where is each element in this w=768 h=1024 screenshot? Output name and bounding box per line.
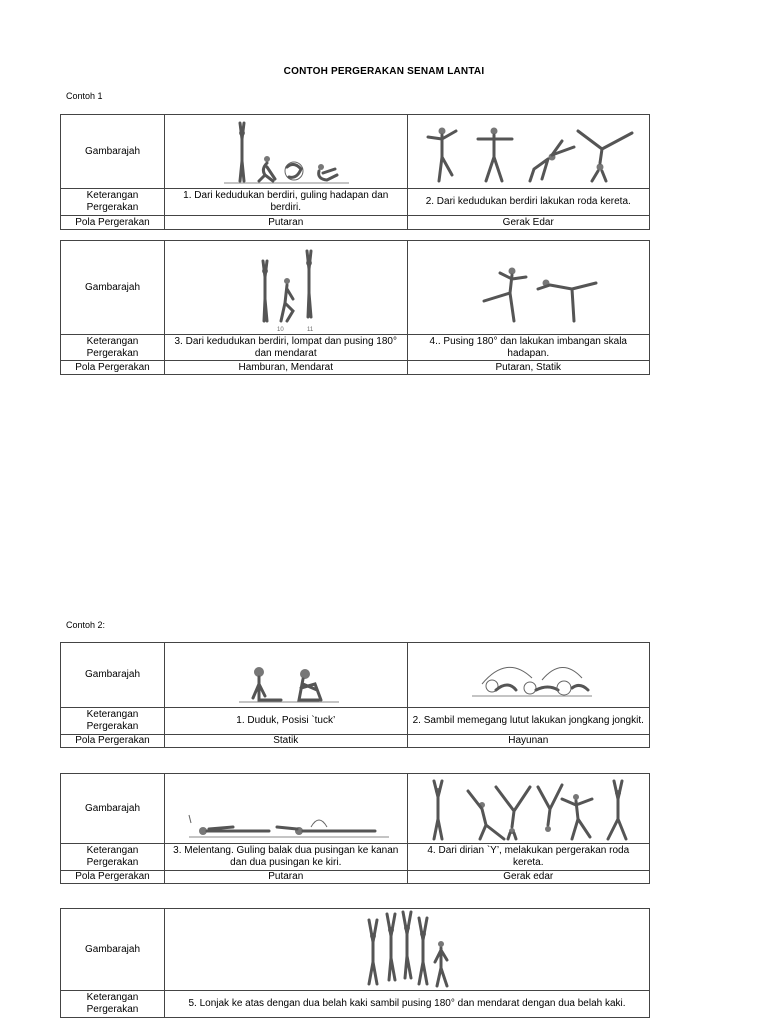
log-roll-illustration <box>165 774 408 844</box>
contoh-2-table-3 <box>60 908 650 1018</box>
desc-cell: 1. Duduk, Posisi `tuck’ <box>165 708 408 735</box>
pola-label: Pola Pergerakan <box>61 361 165 375</box>
keterangan-label-line1: Keterangan <box>86 845 139 856</box>
log-roll-figures <box>169 775 407 843</box>
contoh-1-table-1 <box>60 114 650 230</box>
pola-cell: Putaran, Statik <box>407 361 650 375</box>
pola-label: Pola Pergerakan <box>61 735 165 748</box>
gambarajah-label: Gambarajah <box>61 643 165 708</box>
forward-roll-figures <box>169 117 407 187</box>
keterangan-label-line2: Pergerakan <box>86 721 139 732</box>
jump-turn-land-illustration <box>165 909 650 991</box>
page-title: CONTOH PERGERAKAN SENAM LANTAI <box>283 66 485 77</box>
pola-cell: Gerak edar <box>407 871 650 884</box>
gambarajah-label: Gambarajah <box>61 241 165 335</box>
balance-scale-illustration <box>407 241 650 335</box>
jump-turn-figures <box>169 243 407 333</box>
tuck-sit-illustration <box>165 643 408 708</box>
pola-cell: Gerak Edar <box>407 216 650 230</box>
contoh-2-table-2 <box>60 773 650 884</box>
desc-cell: 4.. Pusing 180° dan lakukan imbangan skala hadapan. <box>407 335 650 361</box>
forward-roll-illustration <box>165 115 408 189</box>
y-cartwheel-illustration <box>407 774 650 844</box>
gambarajah-label: Gambarajah <box>61 774 165 844</box>
tuck-sit-figures <box>169 644 407 706</box>
desc-cell: 2. Sambil memegang lutut lakukan jongkang jongkit. <box>407 708 650 735</box>
rocking-illustration <box>407 643 650 708</box>
y-cartwheel-figures <box>412 775 650 843</box>
pola-cell: Putaran <box>165 216 408 230</box>
keterangan-label <box>61 335 165 361</box>
pola-label: Pola Pergerakan <box>61 871 165 884</box>
pola-cell: Hamburan, Mendarat <box>165 361 408 375</box>
keterangan-label-line2: Pergerakan <box>86 347 139 359</box>
keterangan-label <box>61 844 165 871</box>
keterangan-label <box>61 189 165 216</box>
jump-turn-land-figures <box>169 910 649 990</box>
desc-cell: 3. Melentang. Guling balak dua pusingan ke kanan dan dua pusingan ke kiri. <box>165 844 408 871</box>
desc-cell: 4. Dari dirian `Y’, melakukan pergerakan roda kereta. <box>407 844 650 871</box>
keterangan-label-line1: Keterangan <box>86 992 139 1003</box>
figure-number: 10 <box>277 326 284 333</box>
balance-scale-figures <box>412 243 650 333</box>
keterangan-label <box>61 991 165 1018</box>
keterangan-label <box>61 708 165 735</box>
keterangan-label-line1: Keterangan <box>86 190 139 201</box>
desc-cell: 3. Dari kedudukan berdiri, lompat dan pusing 180° dan mendarat <box>165 335 408 361</box>
keterangan-label-line2: Pergerakan <box>86 1004 139 1015</box>
cartwheel-figures <box>412 117 650 187</box>
pola-cell: Hayunan <box>407 735 650 748</box>
pola-label: Pola Pergerakan <box>61 216 165 230</box>
figure-number: 11 <box>307 326 314 333</box>
keterangan-label-line2: Pergerakan <box>86 857 139 868</box>
pola-cell: Putaran <box>165 871 408 884</box>
contoh-1-caption: Contoh 1 <box>66 91 103 101</box>
contoh-2-table-1 <box>60 642 650 748</box>
keterangan-label-line2: Pergerakan <box>86 202 139 213</box>
desc-cell: 1. Dari kedudukan berdiri, guling hadapan dan berdiri. <box>165 189 408 216</box>
keterangan-label-line1: Keterangan <box>86 335 139 347</box>
cartwheel-illustration <box>407 115 650 189</box>
gambarajah-label: Gambarajah <box>61 909 165 991</box>
gambarajah-label: Gambarajah <box>61 115 165 189</box>
desc-cell: 2. Dari kedudukan berdiri lakukan roda kereta. <box>407 189 650 216</box>
jump-turn-illustration <box>165 241 408 335</box>
pola-cell: Statik <box>165 735 408 748</box>
desc-cell: 5. Lonjak ke atas dengan dua belah kaki sambil pusing 180° dan mendarat dengan dua belah kaki. <box>165 991 650 1018</box>
keterangan-label-line1: Keterangan <box>86 709 139 720</box>
contoh-2-caption: Contoh 2: <box>66 620 106 630</box>
contoh-1-table-2 <box>60 240 650 375</box>
rocking-figures <box>412 644 650 706</box>
